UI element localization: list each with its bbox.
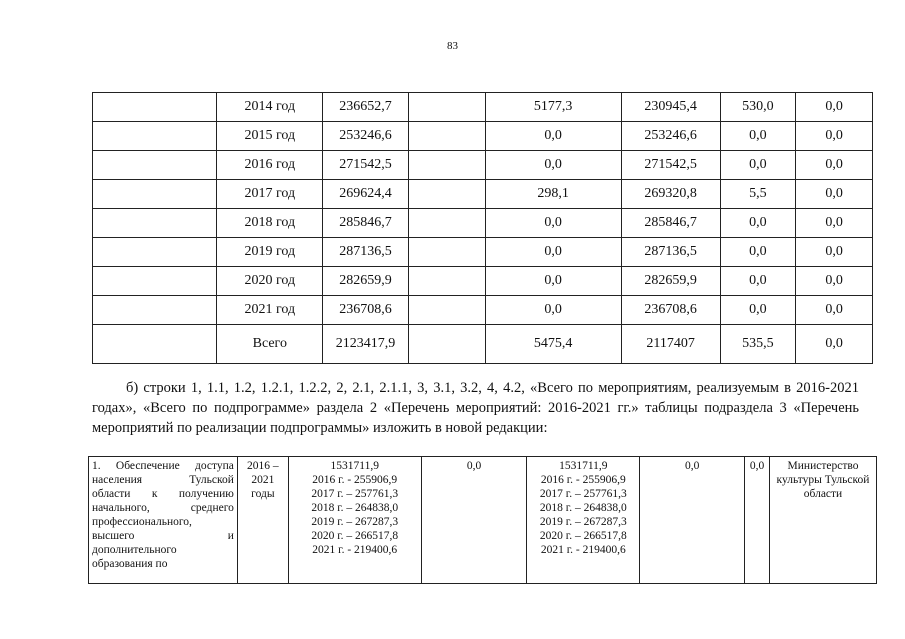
blank-cell <box>93 296 217 325</box>
cell-line: 2019 г. – 267287,3 <box>311 516 399 528</box>
table-cell: 236708,6 <box>323 296 409 325</box>
table-row <box>93 151 873 180</box>
table-cell: 0,0 <box>796 267 873 296</box>
table-cell: 271542,5 <box>621 151 720 180</box>
table-cell: 0,0 <box>796 296 873 325</box>
cell-line: 2021 г. - 219400,6 <box>540 544 626 556</box>
table-cell: 0,0 <box>485 209 621 238</box>
amendment-paragraph <box>92 378 859 438</box>
table-cell: 0,0 <box>796 151 873 180</box>
cell-line: высшего и <box>92 530 234 542</box>
blank-cell <box>93 93 217 122</box>
table-cell <box>408 151 485 180</box>
cell-line: 2018 г. – 264838,0 <box>311 502 399 514</box>
table-cell: 5177,3 <box>485 93 621 122</box>
cell-line: 2021 г. - 219400,6 <box>312 544 398 556</box>
table-cell: 236708,6 <box>621 296 720 325</box>
table-cell: 0,0 <box>720 122 795 151</box>
table-cell: 0,0 <box>720 238 795 267</box>
cell-line: Министерство <box>787 460 859 472</box>
blank-cell <box>93 122 217 151</box>
cell-line: 2017 г. – 257761,3 <box>539 488 627 500</box>
table-cell <box>408 209 485 238</box>
table-row <box>93 180 873 209</box>
blank-cell <box>93 180 217 209</box>
table-cell: 0,0 <box>720 296 795 325</box>
table-cell: 287136,5 <box>323 238 409 267</box>
table-cell: 269624,4 <box>323 180 409 209</box>
period-cell <box>237 457 288 584</box>
table-cell <box>408 267 485 296</box>
table-cell <box>408 180 485 209</box>
table-cell: 0,0 <box>796 180 873 209</box>
cell-line: 2020 г. – 266517,8 <box>311 530 399 542</box>
table-cell: 271542,5 <box>323 151 409 180</box>
table-cell <box>408 296 485 325</box>
table-cell: 0,0 <box>720 267 795 296</box>
cell-line: 2020 г. – 266517,8 <box>539 530 627 542</box>
cell-line: 2019 г. – 267287,3 <box>539 516 627 528</box>
table-cell <box>408 122 485 151</box>
cell-line: образования по <box>92 558 168 570</box>
cell-line: 1531711,9 <box>330 460 379 472</box>
cell-line: 2016 – <box>247 460 279 472</box>
table-cell: 0,0 <box>796 93 873 122</box>
page-number: 83 <box>447 40 458 52</box>
blank-cell <box>93 267 217 296</box>
responsible-cell <box>770 457 877 584</box>
extra-cell: 0,0 <box>745 457 770 584</box>
table-row <box>89 457 877 584</box>
table-cell: 530,0 <box>720 93 795 122</box>
activity-cell <box>89 457 238 584</box>
federal-cell: 0,0 <box>421 457 527 584</box>
table-cell: 5,5 <box>720 180 795 209</box>
amendment-text: б) строки 1, 1.1, 1.2, 1.2.1, 1.2.2, 2, 2.1, 2.1.1, 3, 3.1, 3.2, 4, 4.2, «Всего по мероприятиям, реализуемым в 2016-2021 годах», «Всего по подпрограмме» раздела 2 «Перечень мероприятий: 2016-2021 гг.» таблицы подраздела 3 «Перечень мероприятий по реализации подпрограммы» изложить в новой редакции: <box>92 380 859 436</box>
cell-line: 2018 г. – 264838,0 <box>539 502 627 514</box>
table-row <box>93 122 873 151</box>
cell-line: 2021 <box>251 474 275 486</box>
table-cell: 0,0 <box>796 209 873 238</box>
table-cell: 285846,7 <box>323 209 409 238</box>
table-cell: 0,0 <box>485 267 621 296</box>
table-cell: 282659,9 <box>323 267 409 296</box>
blank-cell <box>93 151 217 180</box>
cell-line: 2017 г. – 257761,3 <box>311 488 399 500</box>
table-cell: 287136,5 <box>621 238 720 267</box>
blank-cell <box>93 209 217 238</box>
table-cell: 0,0 <box>485 151 621 180</box>
cell-line: дополнительного <box>92 544 177 556</box>
table-cell: 2016 год <box>217 151 323 180</box>
cell-line: 2016 г. - 255906,9 <box>312 474 398 486</box>
table-cell <box>408 93 485 122</box>
regional-funding-cell <box>527 457 640 584</box>
table-cell <box>408 325 485 364</box>
blank-cell <box>93 325 217 364</box>
table-cell: 2018 год <box>217 209 323 238</box>
table-cell: 230945,4 <box>621 93 720 122</box>
table-cell: Всего <box>217 325 323 364</box>
table-cell: 5475,4 <box>485 325 621 364</box>
table-cell: 236652,7 <box>323 93 409 122</box>
table-cell: 253246,6 <box>323 122 409 151</box>
table-cell: 298,1 <box>485 180 621 209</box>
table-row <box>93 93 873 122</box>
total-funding-cell <box>288 457 421 584</box>
table-cell: 0,0 <box>485 122 621 151</box>
table-cell: 285846,7 <box>621 209 720 238</box>
table-row <box>93 267 873 296</box>
table-cell: 0,0 <box>796 238 873 267</box>
table-row <box>93 325 873 364</box>
table-cell: 2017 год <box>217 180 323 209</box>
activity-table <box>88 456 877 584</box>
funding-by-year-table <box>92 92 873 364</box>
table-cell: 2117407 <box>621 325 720 364</box>
table-cell: 0,0 <box>720 209 795 238</box>
cell-line: начального, среднего <box>92 502 234 514</box>
table-cell: 0,0 <box>485 296 621 325</box>
cell-line: культуры Тульской <box>776 474 870 486</box>
table-cell: 0,0 <box>796 122 873 151</box>
table-cell: 2021 год <box>217 296 323 325</box>
table-cell: 2015 год <box>217 122 323 151</box>
table-cell: 0,0 <box>485 238 621 267</box>
table-cell <box>408 238 485 267</box>
table-cell: 2014 год <box>217 93 323 122</box>
table-cell: 253246,6 <box>621 122 720 151</box>
table-cell: 2019 год <box>217 238 323 267</box>
table-cell: 269320,8 <box>621 180 720 209</box>
table-cell: 535,5 <box>720 325 795 364</box>
table-cell: 2020 год <box>217 267 323 296</box>
table-cell: 0,0 <box>720 151 795 180</box>
table-row <box>93 238 873 267</box>
cell-line: области к получению <box>92 488 234 500</box>
cell-line: 1531711,9 <box>559 460 608 472</box>
cell-line: 1. Обеспечение доступа <box>92 460 234 472</box>
blank-cell <box>93 238 217 267</box>
table-row <box>93 296 873 325</box>
table-cell: 282659,9 <box>621 267 720 296</box>
cell-line: 2016 г. - 255906,9 <box>540 474 626 486</box>
cell-line: годы <box>251 488 275 500</box>
table-row <box>93 209 873 238</box>
table-cell: 0,0 <box>796 325 873 364</box>
cell-line: населения Тульской <box>92 474 234 486</box>
municipal-cell: 0,0 <box>640 457 745 584</box>
table-cell: 2123417,9 <box>323 325 409 364</box>
cell-line: профессионального, <box>92 516 192 528</box>
cell-line: области <box>803 488 843 500</box>
